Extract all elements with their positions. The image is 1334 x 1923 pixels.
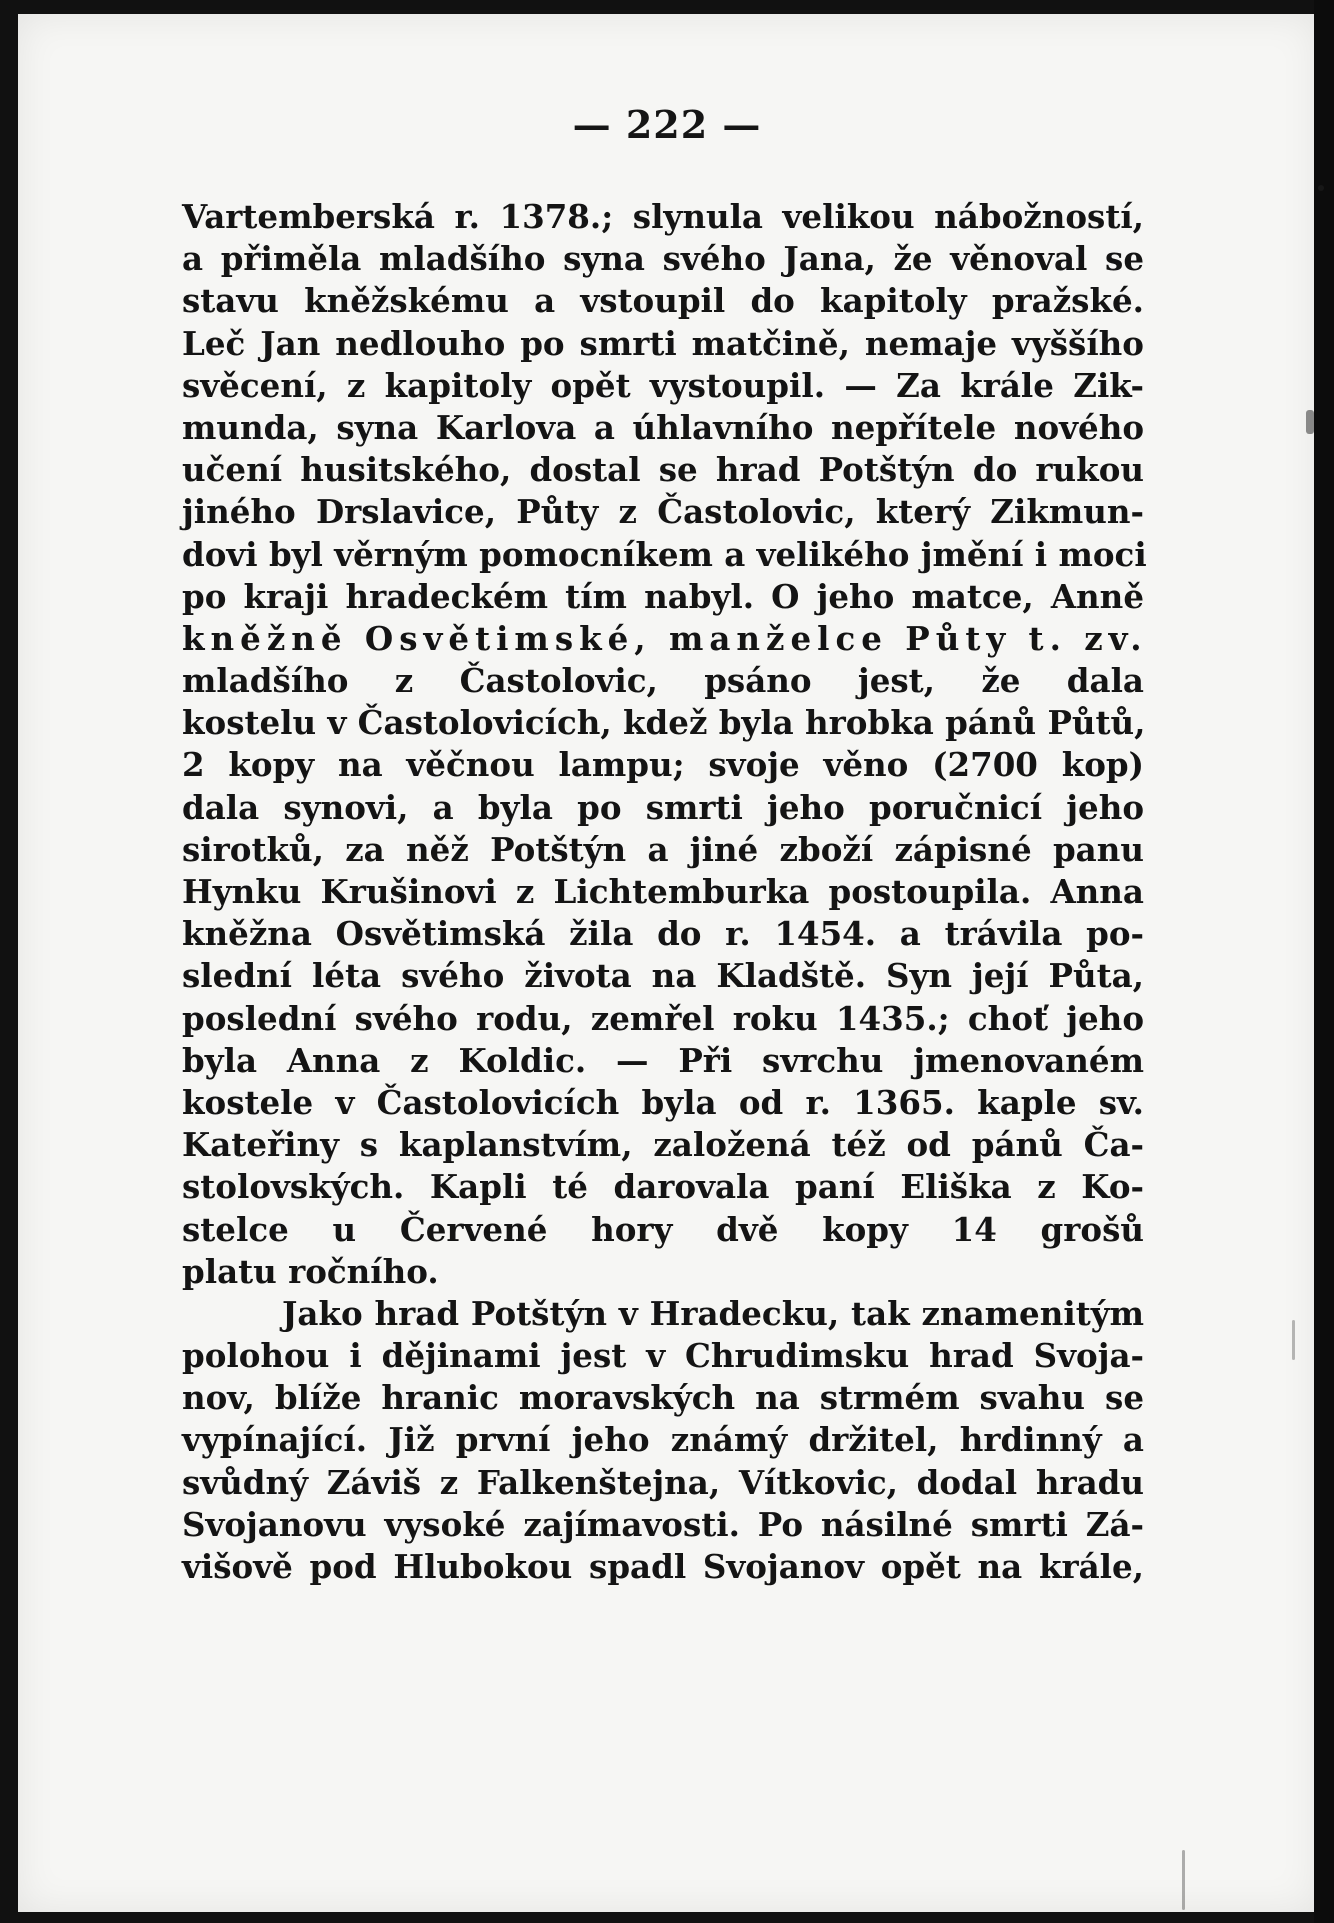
text-line: višově pod Hlubokou spadl Svojanov opět na krále,	[182, 1547, 1144, 1586]
scan-speck	[1182, 1850, 1185, 1910]
text-line: Jako hrad Potštýn v Hradecku, tak znamenitým	[282, 1293, 1144, 1333]
scan-speck	[1306, 410, 1314, 434]
text-line: a přiměla mladšího syna svého Jana, že věnoval se	[182, 239, 1144, 279]
text-line: Svojanovu vysoké zajímavosti. Po násilné smrti Zá-	[182, 1504, 1144, 1544]
text-line: dovi byl věrným pomocníkem a velikého jmění i moci	[182, 534, 1147, 574]
text-line: svůdný Záviš z Falkenštejna, Vítkovic, dodal hradu	[182, 1462, 1144, 1502]
text-line: byla Anna z Koldic. — Při svrchu jmenovaném	[182, 1040, 1144, 1080]
text-line: Leč Jan nedlouho po smrti matčině, nemaje vyššího	[182, 323, 1144, 363]
text-line: vypínající. Již první jeho známý držitel, hrdinný a	[182, 1420, 1144, 1460]
text-line: jiného Drslavice, Půty z Častolovic, který Zikmun-	[182, 492, 1144, 532]
text-line: kostele v Častolovicích byla od r. 1365. kaple sv.	[182, 1082, 1144, 1122]
text-line: sirotků, za něž Potštýn a jiné zboží zápisné panu	[182, 829, 1144, 869]
text-line: platu ročního.	[182, 1251, 439, 1291]
text-line: stavu kněžskému a vstoupil do kapitoly pražské.	[182, 281, 1144, 321]
page-number: — 222 —	[572, 102, 762, 147]
text-line: 2 kopy na věčnou lampu; svoje věno (2700 kop)	[182, 745, 1144, 785]
text-line: kněžně Osvětimské, manželce Půty t. zv.	[182, 618, 1148, 658]
text-line: polohou i dějinami jest v Chrudimsku hrad Svoja-	[182, 1336, 1144, 1376]
text-line: stolovských. Kapli té darovala paní Eliška z Ko-	[182, 1167, 1144, 1207]
scan-edge	[1314, 0, 1334, 1923]
text-line: dala synovi, a byla po smrti jeho poručnicí jeho	[182, 787, 1144, 827]
text-line: kostelu v Častolovicích, kdež byla hrobka pánů Půtů,	[182, 703, 1146, 743]
text-line: mladšího z Častolovic, psáno jest, že dala	[182, 661, 1144, 701]
text-line: učení husitského, dostal se hrad Potštýn do rukou	[182, 450, 1144, 490]
text-line: po kraji hradeckém tím nabyl. O jeho matce, Anně	[182, 576, 1144, 616]
text-line: svěcení, z kapitoly opět vystoupil. — Za krále Zik-	[182, 365, 1144, 405]
text-line: nov, blíže hranic moravských na strmém svahu se	[182, 1378, 1144, 1418]
text-line: Vartemberská r. 1378.; slynula velikou nábožností,	[182, 197, 1144, 236]
text-line: Hynku Krušinovi z Lichtemburka postoupila. Anna	[182, 872, 1144, 911]
scan-speck	[1292, 1320, 1295, 1360]
text-line: stelce u Červené hory dvě kopy 14 grošů	[182, 1209, 1144, 1249]
page-text	[182, 196, 1148, 1588]
scan-speck	[1318, 185, 1324, 191]
text-line: munda, syna Karlova a úhlavního nepřítele nového	[182, 407, 1144, 447]
text-line: slední léta svého života na Kladště. Syn její Půta,	[182, 956, 1144, 996]
text-line: poslední svého rodu, zemřel roku 1435.; choť jeho	[182, 998, 1144, 1038]
text-line: kněžna Osvětimská žila do r. 1454. a trávila po-	[182, 914, 1144, 954]
text-line: Kateřiny s kaplanstvím, založená též od pánů Ča-	[182, 1125, 1144, 1165]
